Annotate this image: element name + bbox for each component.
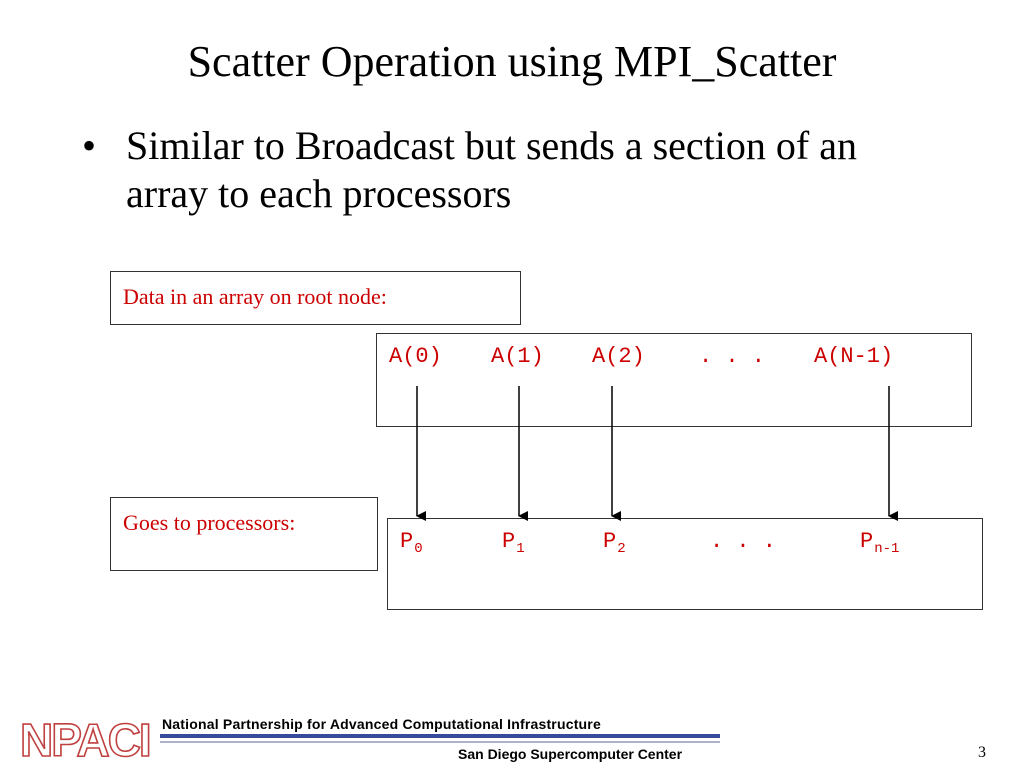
root-node-label-box xyxy=(110,271,521,325)
array-item-a2: A(2) xyxy=(592,344,645,369)
processor-p0: $P_0$ xyxy=(400,529,423,557)
npaci-logo xyxy=(18,714,158,762)
array-item-a1: A(1) xyxy=(491,344,544,369)
footer-organization: National Partnership for Advanced Computational Infrastructure xyxy=(162,716,601,732)
processor-ellipsis: . . . xyxy=(710,529,777,554)
array-item-an-1: A(N-1) xyxy=(814,344,894,369)
processor-p2: $P_2$ xyxy=(603,529,626,557)
footer-bar-secondary xyxy=(160,741,720,743)
array-item-ellipsis: . . . xyxy=(699,344,766,369)
processors-box xyxy=(387,518,983,610)
root-array-box xyxy=(376,333,972,427)
bullet-text: Similar to Broadcast but sends a section of an array to each processors xyxy=(126,123,857,216)
root-node-label: Data in an array on root node: xyxy=(123,284,387,309)
bullet-dot-icon: • xyxy=(82,123,97,168)
page-number: 3 xyxy=(978,744,986,761)
npaci-logo-text: NPACI xyxy=(20,714,150,762)
processor-p1: $P_1$ xyxy=(502,529,525,557)
slide-title: Scatter Operation using MPI_Scatter xyxy=(187,37,837,86)
processor-pn-1: $P_{n-1}$ xyxy=(860,529,900,557)
array-item-a0: A(0) xyxy=(389,344,442,369)
processors-label-box xyxy=(110,497,378,571)
footer-bar xyxy=(160,734,720,738)
processors-label: Goes to processors: xyxy=(123,510,296,535)
footer-center: San Diego Supercomputer Center xyxy=(458,746,683,762)
